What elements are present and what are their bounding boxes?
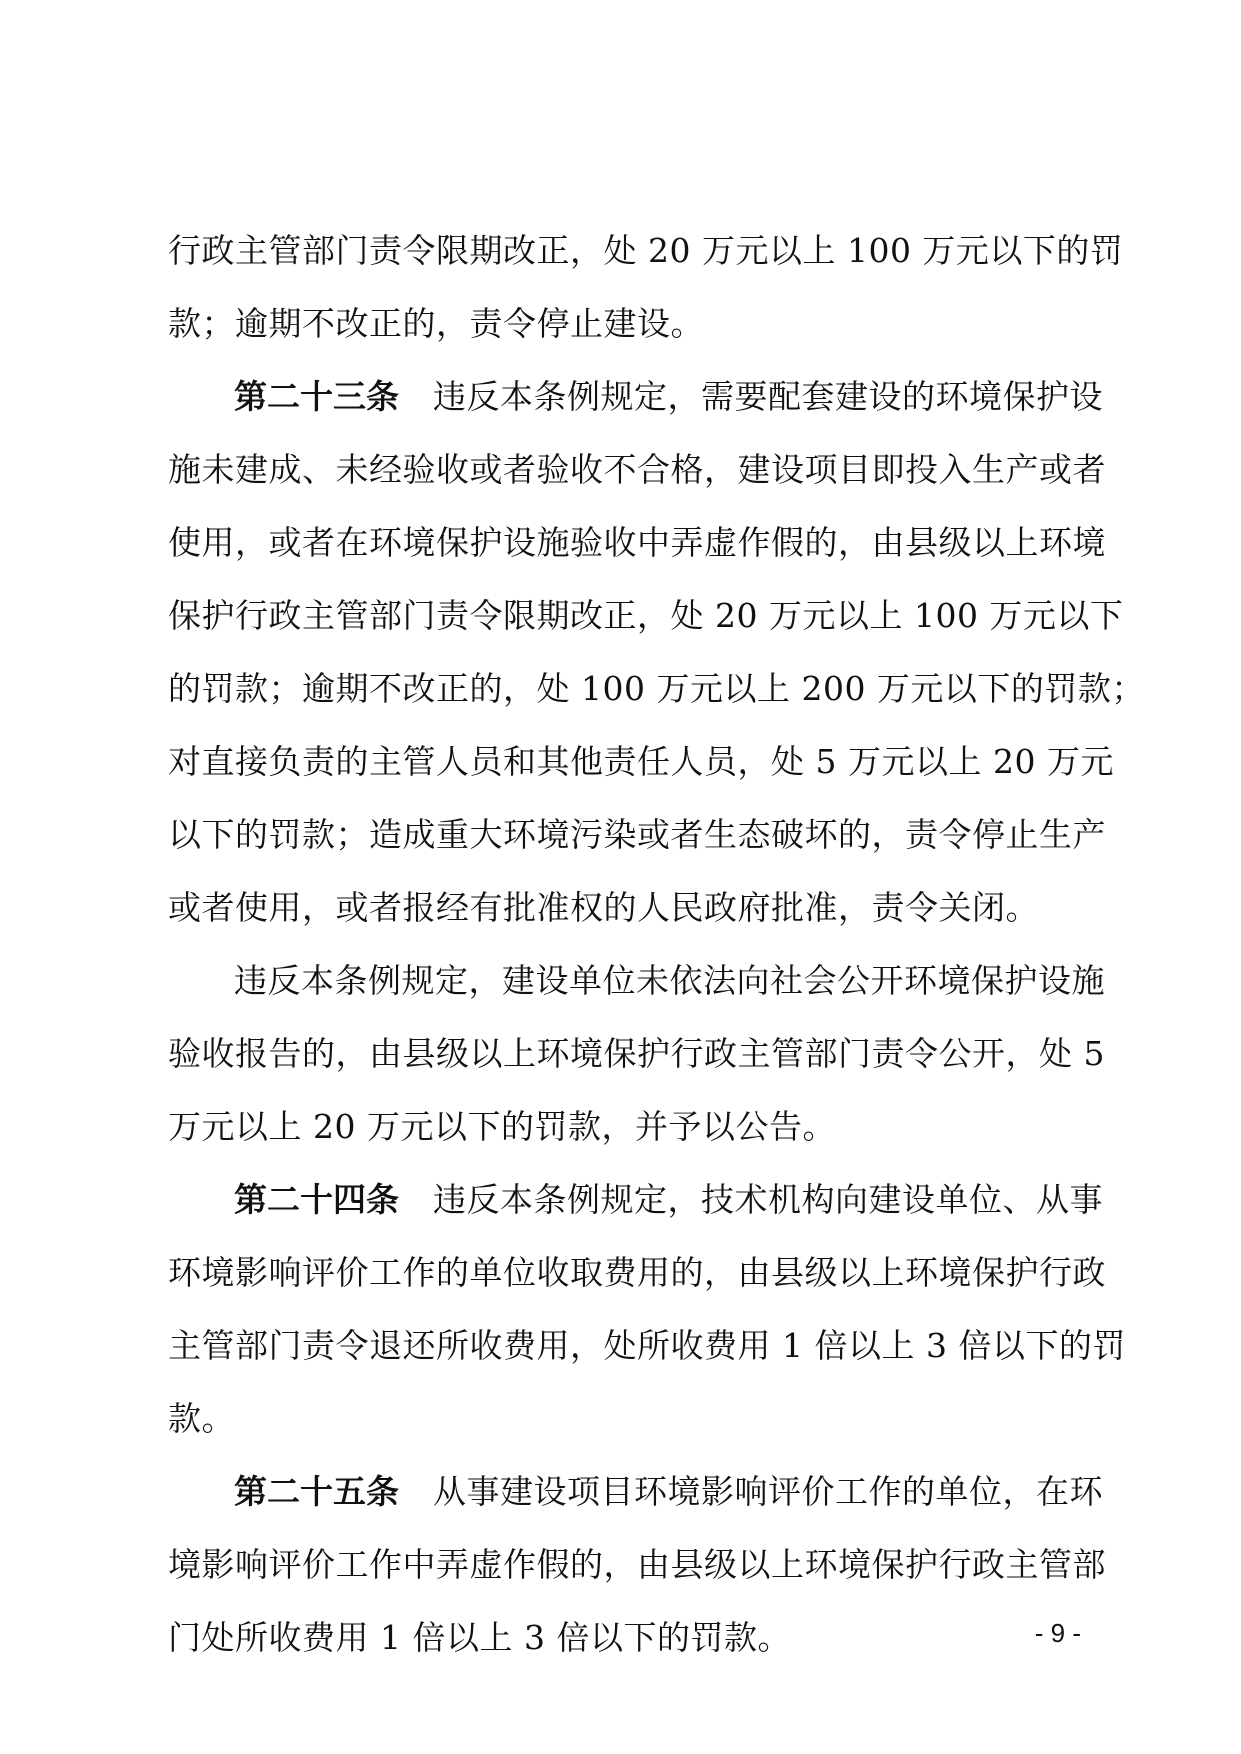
article-text: 从事建设项目环境影响评价工作的单位，在环 (433, 1472, 1103, 1511)
article-23-first-line (168, 370, 1103, 443)
article-24-first-line (168, 1173, 1103, 1246)
text-line: 境影响评价工作中弄虚作假的，由县级以上环境保护行政主管部 (168, 1545, 1106, 1584)
paragraph-first-line: 违反本条例规定，建设单位未依法向社会公开环境保护设施 (234, 961, 1105, 1000)
text-line: 使用，或者在环境保护设施验收中弄虚作假的，由县级以上环境 (168, 523, 1106, 562)
text-line: 或者使用，或者报经有批准权的人民政府批准，责令关闭。 (168, 888, 1039, 927)
text-line: 款；逾期不改正的，责令停止建设。 (168, 304, 704, 343)
article-heading-25: 第二十五条 (234, 1472, 399, 1511)
text-line: 施未建成、未经验收或者验收不合格，建设项目即投入生产或者 (168, 450, 1106, 489)
article-25-first-line (168, 1465, 1103, 1538)
text-line: 保护行政主管部门责令限期改正，处 20 万元以上 100 万元以下 (168, 596, 1124, 635)
text-line: 环境影响评价工作的单位收取费用的，由县级以上环境保护行政 (168, 1253, 1106, 1292)
text-line: 万元以上 20 万元以下的罚款，并予以公告。 (168, 1107, 836, 1146)
document-body (168, 224, 1145, 1684)
text-line: 主管部门责令退还所收费用，处所收费用 1 倍以上 3 倍以下的罚 (168, 1326, 1126, 1365)
page-number: - 9 - (1034, 1618, 1081, 1648)
text-line: 门处所收费用 1 倍以上 3 倍以下的罚款。 (168, 1618, 791, 1657)
text-line: 款。 (168, 1399, 235, 1438)
text-line: 验收报告的，由县级以上环境保护行政主管部门责令公开，处 5 (168, 1034, 1105, 1073)
article-text: 违反本条例规定，需要配套建设的环境保护设 (433, 377, 1103, 416)
text-line: 行政主管部门责令限期改正，处 20 万元以上 100 万元以下的罚 (168, 231, 1124, 270)
text-line: 的罚款；逾期不改正的，处 100 万元以上 200 万元以下的罚款； (168, 669, 1145, 708)
text-line: 对直接负责的主管人员和其他责任人员，处 5 万元以上 20 万元 (168, 742, 1114, 781)
article-text: 违反本条例规定，技术机构向建设单位、从事 (433, 1180, 1103, 1219)
article-heading-23: 第二十三条 (234, 377, 399, 416)
article-heading-24: 第二十四条 (234, 1180, 399, 1219)
text-line: 以下的罚款；造成重大环境污染或者生态破坏的，责令停止生产 (168, 815, 1106, 854)
